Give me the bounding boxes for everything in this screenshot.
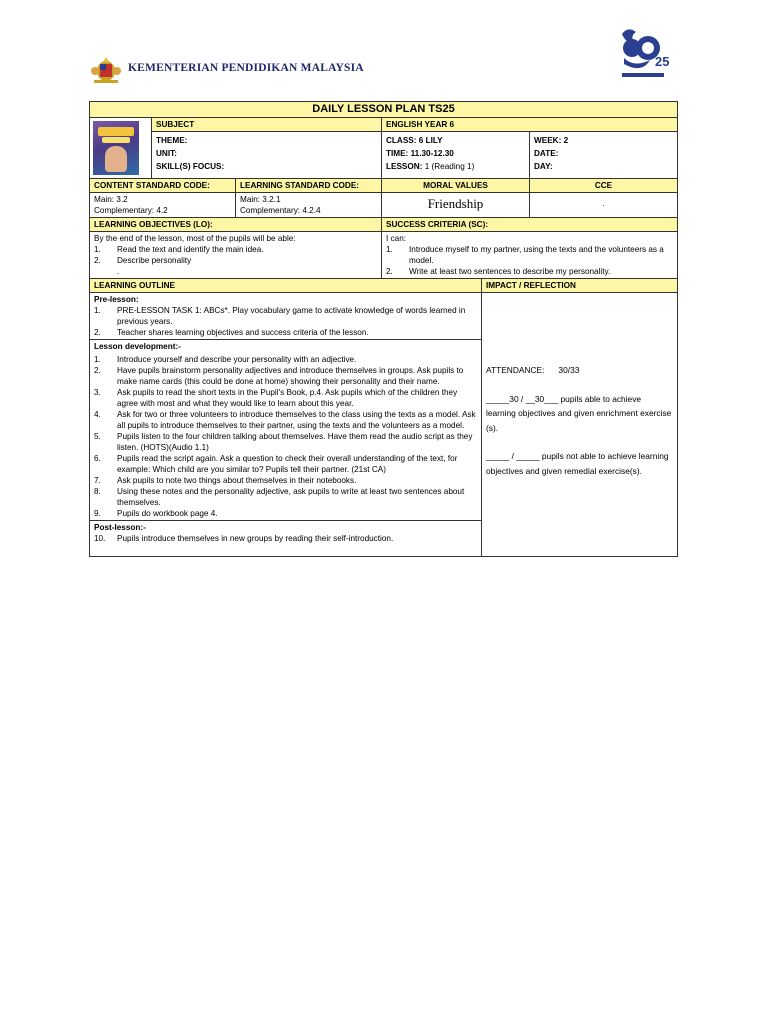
content-standard-label: CONTENT STANDARD CODE: [90, 179, 236, 193]
list-item: 1. PRE-LESSON TASK 1: ABCs*. Play vocabulary game to activate knowledge of words learned in previous years. [94, 306, 466, 326]
impact-reflection-cell [482, 293, 678, 557]
learning-outline-cell [90, 293, 482, 557]
lesson-development-list [94, 354, 477, 519]
pre-lesson-label: Pre-lesson: [94, 295, 139, 304]
list-item: . [117, 267, 120, 276]
not-achieve-text: _____ / _____ pupils not able to achieve learning objectives and given remedial exercise(s). [486, 451, 669, 476]
content-standard-cell [90, 193, 236, 218]
moral-values-label: MORAL VALUES [382, 179, 530, 193]
textbook-cover-image [90, 118, 152, 179]
lo-list [94, 244, 377, 277]
learning-standard-label: LEARNING STANDARD CODE: [236, 179, 382, 193]
plan-title: DAILY LESSON PLAN TS25 [90, 102, 678, 118]
page-header [90, 55, 690, 85]
learning-main: Main: 3.2.1 [240, 195, 281, 204]
list-item: 1. Introduce myself to my partner, using the texts and the volunteers as a model. [386, 245, 664, 265]
moral-value: Friendship [382, 193, 530, 218]
content-complementary: Complementary: 4.2 [94, 206, 168, 215]
post-lesson-section [90, 521, 481, 556]
list-item: 1. Read the text and identify the main idea. [94, 245, 264, 254]
subject-label: SUBJECT [152, 118, 382, 132]
sc-intro: I can: [386, 234, 407, 243]
time-label: TIME: [386, 149, 409, 158]
list-item: 1. Introduce yourself and describe your personality with an adjective. [94, 355, 357, 364]
lesson-label: LESSON: [386, 162, 423, 171]
sc-label: SUCCESS CRITERIA (SC): [382, 218, 678, 232]
book-cover-icon [93, 121, 139, 175]
learning-objectives-cell [90, 232, 382, 279]
time-value: 11.30-12.30 [410, 149, 454, 158]
lo-intro: By the end of the lesson, most of the pupils will be able: [94, 234, 296, 243]
lo-label: LEARNING OBJECTIVES (LO): [90, 218, 382, 232]
ts25-number: 25 [655, 54, 670, 69]
learning-complementary: Complementary: 4.2.4 [240, 206, 321, 215]
post-lesson-list [94, 533, 477, 544]
class-label: CLASS: [386, 136, 417, 145]
theme-label: THEME: [156, 136, 188, 145]
week-label: WEEK: [534, 136, 562, 145]
sc-list [386, 244, 673, 277]
pre-lesson-section [90, 293, 481, 340]
list-item: 2. Write at least two sentences to describe my personality. [386, 267, 611, 276]
skills-focus-label: SKILL(S) FOCUS: [156, 162, 225, 171]
list-item: 3. Ask pupils to read the short texts in the Pupil's Book, p.4. Ask pupils which of the children they agree with most and what they would like to learn about this year. [94, 388, 458, 408]
success-criteria-cell [382, 232, 678, 279]
list-item: 2. Describe personality [94, 256, 192, 265]
lesson-development-label: Lesson development:- [94, 342, 181, 351]
list-item: 8. Using these notes and the personality adjective, ask pupils to write at least two sentences about themselves. [94, 487, 465, 507]
post-lesson-label: Post-lesson:- [94, 523, 146, 532]
content-main: Main: 3.2 [94, 195, 128, 204]
ministry-name: KEMENTERIAN PENDIDIKAN MALAYSIA [128, 62, 364, 74]
list-item: 9. Pupils do workbook page 4. [94, 509, 218, 518]
cce-label: CCE [530, 179, 678, 193]
lesson-plan-table [89, 101, 678, 557]
attendance-text: ATTENDANCE: 30/33 [486, 365, 580, 375]
learning-standard-cell [236, 193, 382, 218]
pre-lesson-list [94, 305, 477, 338]
unit-label: UNIT: [156, 149, 177, 158]
cce-value: . [530, 193, 678, 218]
class-time-lesson-cell [382, 132, 530, 179]
malaysia-crest-icon [90, 55, 122, 85]
list-item: 5. Pupils listen to the four children talking about themselves. Have them read the audio script as they listen. (HOTS)(Audio 1.1) [94, 432, 473, 452]
learning-outline-label: LEARNING OUTLINE [90, 279, 482, 293]
achieve-text: _____30 / __30___ pupils able to achieve learning objectives and given enrichment exercise (s). [486, 393, 672, 433]
date-label: DATE: [534, 149, 559, 158]
list-item: 2. Teacher shares learning objectives and success criteria of the lesson. [94, 328, 369, 337]
ts25-logo-icon [618, 26, 668, 82]
list-item: 6. Pupils read the script again. Ask a question to check their overall understanding of the text, for example: Which child are you similar to? Pupils tell their partner. (21st CA) [94, 454, 458, 474]
week-date-day-cell [530, 132, 678, 179]
week-value: 2 [563, 136, 569, 145]
list-item: 4. Ask for two or three volunteers to introduce themselves to the class using the texts as a model. Ask all pupils to introduce themselves to their partner, using the texts and the volunteers as a model. [94, 410, 476, 430]
theme-unit-skills-cell [152, 132, 382, 179]
impact-reflection-label: IMPACT / REFLECTION [482, 279, 678, 293]
list-item: 7. Ask pupils to note two things about themselves in their notebooks. [94, 476, 357, 485]
lesson-development-section [90, 340, 481, 521]
day-label: DAY: [534, 162, 553, 171]
subject-value: ENGLISH YEAR 6 [382, 118, 678, 132]
class-value: 6 LILY [418, 136, 443, 145]
lesson-value: 1 (Reading 1) [424, 162, 475, 171]
list-item: 2. Have pupils brainstorm personality adjectives and introduce themselves in groups. Ask pupils to make name cards (this could be done at home) showing their personality and their name. [94, 366, 464, 386]
list-item: 10. Pupils introduce themselves in new groups by reading their self-introduction. [94, 534, 394, 543]
